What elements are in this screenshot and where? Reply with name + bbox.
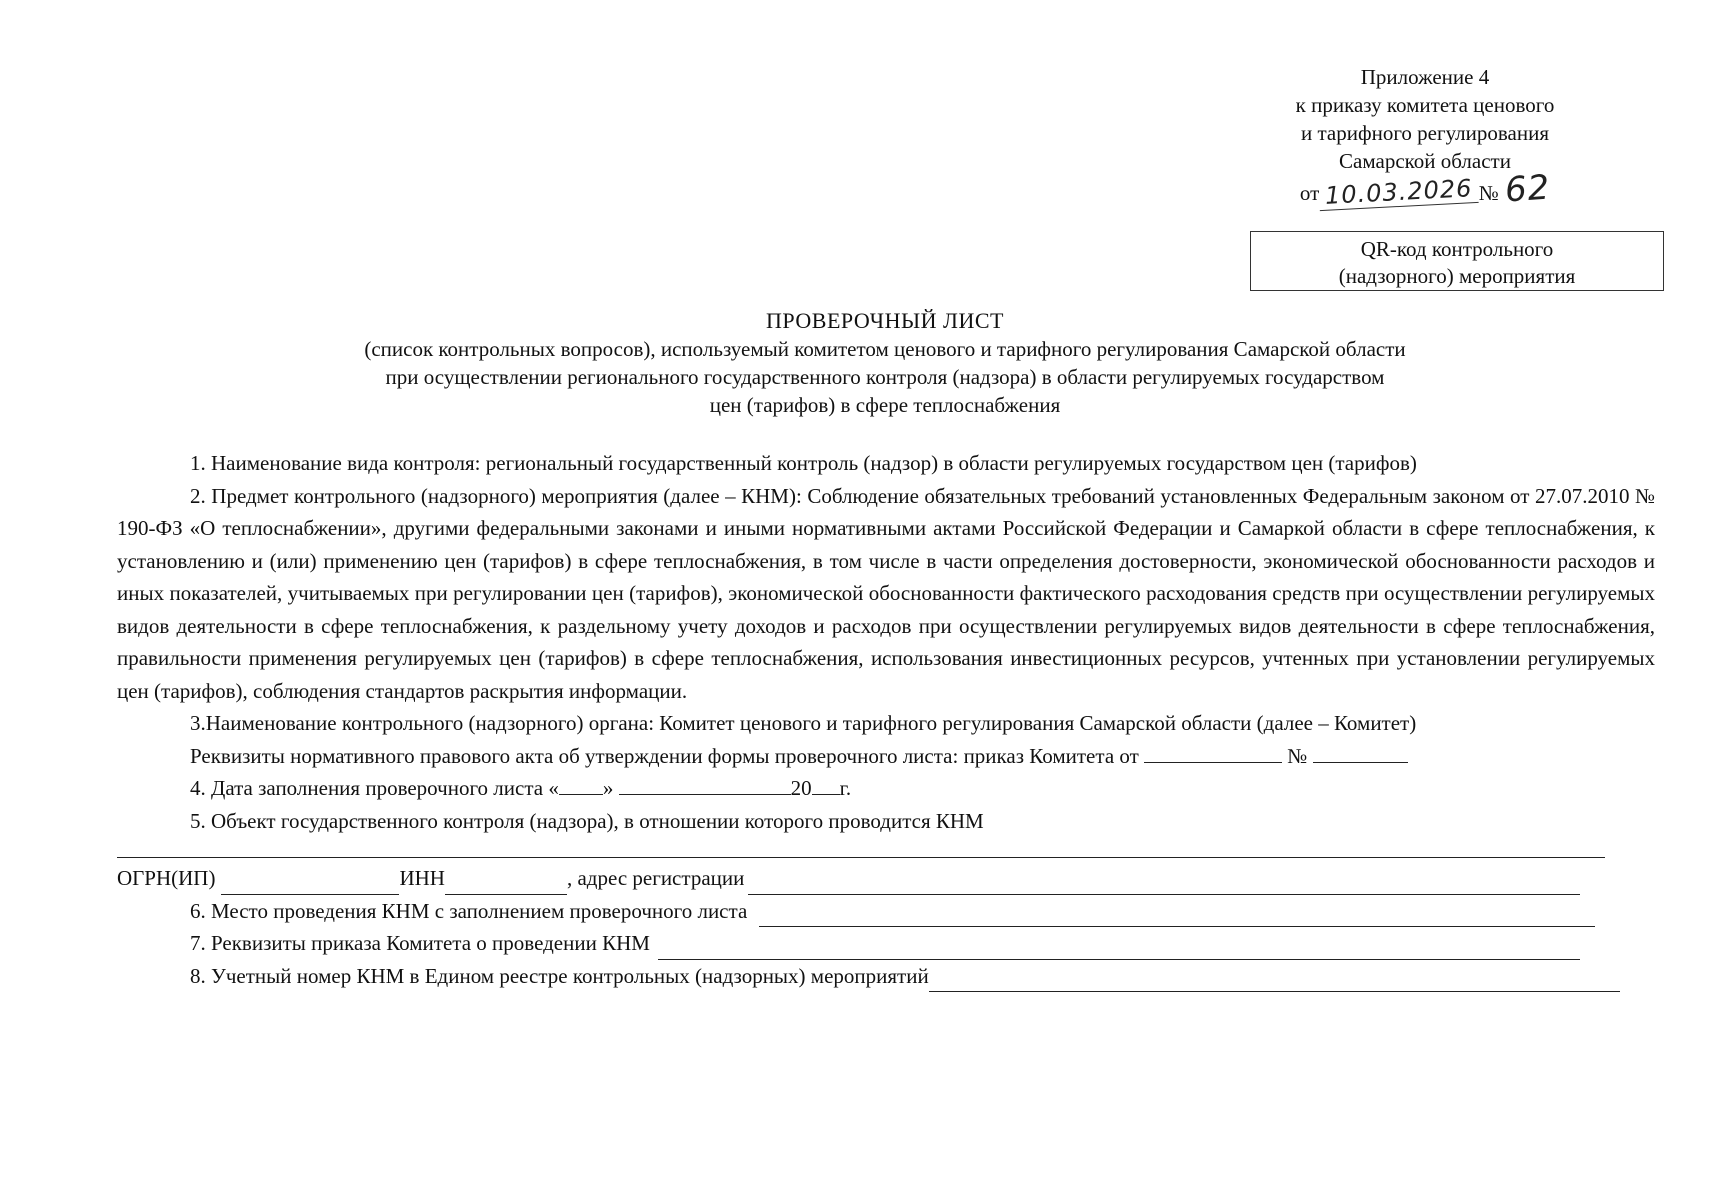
- item-3: 3.Наименование контрольного (надзорного) органа: Комитет ценового и тарифного регулирования Самарской области (далее – Комитет): [190, 711, 1417, 735]
- appendix-line-1: Приложение 4: [1360, 65, 1490, 89]
- qr-box-line-2: (надзорного) мероприятия: [1338, 264, 1576, 288]
- item-4-label: 4. Дата заполнения проверочного листа «: [190, 776, 559, 800]
- item-1: 1. Наименование вида контроля: региональный государственный контроль (надзор) в области регулируемых государством цен (тарифов): [190, 451, 1417, 475]
- appendix-line-4: Самарской области: [1339, 149, 1511, 173]
- registry-number-field[interactable]: [929, 969, 1620, 992]
- document-body: [117, 447, 1655, 992]
- address-field[interactable]: [748, 872, 1580, 895]
- item-2: 2. Предмет контрольного (надзорного) мероприятия (далее – КНМ): Соблюдение обязательных требований установленных Федеральным законом от 27.07.2010 № 190-ФЗ «О теплоснабжении», другими федеральными законами и иными нормативными актами Российской Федерации и Самаркой области в сфере теплоснабжения, к установлению и (или) применению цен (тарифов) в сфере теплоснабжения, в том числе в части определения достоверности, экономической обоснованности расходов и иных показателей, учитываемых при регулировании цен (тарифов), экономической обоснованности фактического расходования средств при осуществлении регулируемых видов деятельности в сфере теплоснабжения, к раздельному учету доходов и расходов при осуществлении регулируемых видов деятельности в сфере теплоснабжения, правильности применения регулируемых цен (тарифов) в сфере теплоснабжения, использования инвестиционных ресурсов, учтенных при установлении регулируемых цен (тарифов), соблюдения стандартов раскрытия информации.: [117, 483, 1655, 703]
- item-4: [117, 772, 1655, 805]
- appendix-header: [1240, 63, 1610, 211]
- requisites-number-label: №: [1287, 743, 1308, 768]
- fill-month-field[interactable]: [619, 772, 791, 795]
- item-7: 7. Реквизиты приказа Комитета о проведении КНМ: [190, 931, 650, 955]
- qr-code-box: [1250, 231, 1664, 291]
- fill-day-field[interactable]: [559, 772, 603, 795]
- item-4-year-suffix: г.: [839, 776, 852, 800]
- number-label: №: [1478, 181, 1499, 205]
- inn-field[interactable]: [445, 872, 567, 895]
- ogrn-label: ОГРН(ИП): [117, 866, 216, 890]
- item-6-row: [117, 895, 1595, 928]
- item-6: 6. Место проведения КНМ с заполнением проверочного листа: [190, 898, 748, 923]
- document-title: ПРОВЕРОЧНЫЙ ЛИСТ: [766, 308, 1004, 333]
- requisites-date-field[interactable]: [1144, 740, 1282, 763]
- requisites-number-field[interactable]: [1313, 740, 1408, 763]
- item-8-row: [117, 960, 1620, 993]
- address-label: , адрес регистрации: [566, 866, 745, 890]
- requisites-line: [117, 740, 1655, 773]
- item-8: 8. Учетный номер КНМ в Едином реестре контрольных (надзорных) мероприятий: [190, 963, 929, 988]
- requisites-text: Реквизиты нормативного правового акта об утверждении формы проверочного листа: приказ Комитета от: [190, 743, 1139, 768]
- item-7-row: [117, 927, 1580, 960]
- qr-box-line-1: QR-код контрольного: [1360, 237, 1554, 261]
- heading-line-1: (список контрольных вопросов), используемый комитетом ценового и тарифного регулирования Самарской области: [364, 337, 1406, 361]
- appendix-order-line: [1240, 167, 1610, 211]
- heading-line-3: цен (тарифов) в сфере теплоснабжения: [709, 393, 1061, 417]
- appendix-line-3: и тарифного регулирования: [1301, 121, 1549, 145]
- order-requisites-field[interactable]: [658, 937, 1580, 960]
- heading-line-2: при осуществлении регионального государственного контроля (надзора) в области регулируемых государством: [385, 365, 1385, 389]
- handwritten-number: 62: [1503, 167, 1552, 211]
- item-4-century: 20: [790, 776, 812, 800]
- document-heading: [120, 307, 1650, 419]
- ogrn-row: [117, 862, 1580, 895]
- ogrn-field[interactable]: [221, 872, 399, 895]
- item-4-quote: »: [602, 776, 614, 800]
- inn-label: ИНН: [399, 866, 445, 890]
- place-field[interactable]: [759, 904, 1595, 927]
- appendix-line-2: к приказу комитета ценового: [1295, 93, 1555, 117]
- from-label: от: [1299, 181, 1320, 205]
- item-5: 5. Объект государственного контроля (надзора), в отношении которого проводится КНМ: [190, 808, 984, 833]
- fill-year-field[interactable]: [812, 772, 840, 795]
- object-name-field[interactable]: [117, 837, 1605, 858]
- handwritten-date: 10.03.2026: [1319, 174, 1480, 211]
